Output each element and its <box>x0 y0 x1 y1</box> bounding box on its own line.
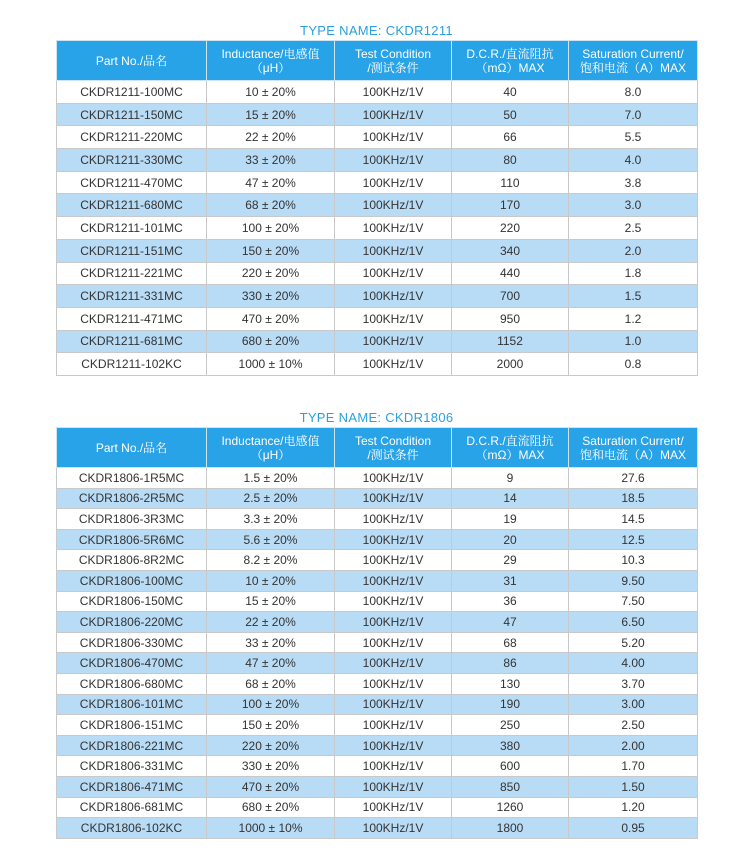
cell-part-no: CKDR1806-681MC <box>57 797 207 818</box>
cell-inductance: 680 ± 20% <box>207 797 335 818</box>
cell-saturation-current: 1.2 <box>569 307 698 330</box>
header-saturation-current: Saturation Current/ 饱和电流（A）MAX <box>569 428 698 468</box>
cell-part-no: CKDR1211-221MC <box>57 262 207 285</box>
cell-saturation-current: 1.50 <box>569 776 698 797</box>
cell-dcr: 190 <box>452 694 569 715</box>
cell-part-no: CKDR1211-220MC <box>57 126 207 149</box>
cell-test-condition: 100KHz/1V <box>335 126 452 149</box>
table-row <box>57 529 698 550</box>
cell-inductance: 10 ± 20% <box>207 81 335 104</box>
cell-inductance: 8.2 ± 20% <box>207 550 335 571</box>
cell-saturation-current: 8.0 <box>569 81 698 104</box>
table-row <box>57 509 698 530</box>
cell-saturation-current: 0.95 <box>569 818 698 839</box>
cell-test-condition: 100KHz/1V <box>335 103 452 126</box>
cell-saturation-current: 1.5 <box>569 285 698 308</box>
cell-test-condition: 100KHz/1V <box>335 570 452 591</box>
cell-inductance: 100 ± 20% <box>207 694 335 715</box>
cell-saturation-current: 27.6 <box>569 468 698 489</box>
cell-dcr: 40 <box>452 81 569 104</box>
cell-test-condition: 100KHz/1V <box>335 262 452 285</box>
cell-part-no: CKDR1806-1R5MC <box>57 468 207 489</box>
cell-dcr: 2000 <box>452 353 569 376</box>
cell-saturation-current: 3.0 <box>569 194 698 217</box>
cell-dcr: 20 <box>452 529 569 550</box>
cell-part-no: CKDR1806-470MC <box>57 653 207 674</box>
cell-test-condition: 100KHz/1V <box>335 735 452 756</box>
cell-test-condition: 100KHz/1V <box>335 149 452 172</box>
cell-inductance: 330 ± 20% <box>207 756 335 777</box>
cell-inductance: 47 ± 20% <box>207 171 335 194</box>
cell-part-no: CKDR1211-102KC <box>57 353 207 376</box>
table-row <box>57 632 698 653</box>
cell-inductance: 10 ± 20% <box>207 570 335 591</box>
cell-saturation-current: 3.8 <box>569 171 698 194</box>
cell-dcr: 850 <box>452 776 569 797</box>
cell-part-no: CKDR1806-101MC <box>57 694 207 715</box>
table-row <box>57 550 698 571</box>
cell-saturation-current: 6.50 <box>569 612 698 633</box>
cell-inductance: 470 ± 20% <box>207 776 335 797</box>
cell-inductance: 33 ± 20% <box>207 149 335 172</box>
table-row <box>57 217 698 240</box>
cell-inductance: 47 ± 20% <box>207 653 335 674</box>
cell-dcr: 86 <box>452 653 569 674</box>
cell-test-condition: 100KHz/1V <box>335 529 452 550</box>
header-part-no: Part No./品名 <box>57 41 207 81</box>
cell-part-no: CKDR1211-680MC <box>57 194 207 217</box>
cell-test-condition: 100KHz/1V <box>335 632 452 653</box>
header-saturation-current: Saturation Current/ 饱和电流（A）MAX <box>569 41 698 81</box>
cell-part-no: CKDR1806-680MC <box>57 673 207 694</box>
cell-inductance: 2.5 ± 20% <box>207 488 335 509</box>
cell-inductance: 150 ± 20% <box>207 715 335 736</box>
table-row <box>57 488 698 509</box>
cell-saturation-current: 0.8 <box>569 353 698 376</box>
table-row <box>57 149 698 172</box>
cell-saturation-current: 18.5 <box>569 488 698 509</box>
table-row <box>57 330 698 353</box>
table-row <box>57 171 698 194</box>
cell-dcr: 440 <box>452 262 569 285</box>
table-row <box>57 81 698 104</box>
section-title: TYPE NAME: CKDR1806 <box>299 410 454 425</box>
cell-dcr: 19 <box>452 509 569 530</box>
cell-dcr: 1800 <box>452 818 569 839</box>
table-header <box>57 41 698 81</box>
cell-inductance: 1000 ± 10% <box>207 353 335 376</box>
cell-dcr: 36 <box>452 591 569 612</box>
cell-part-no: CKDR1211-470MC <box>57 171 207 194</box>
cell-inductance: 68 ± 20% <box>207 673 335 694</box>
cell-dcr: 66 <box>452 126 569 149</box>
table-section-ckdr1806 <box>56 409 697 839</box>
cell-test-condition: 100KHz/1V <box>335 353 452 376</box>
cell-part-no: CKDR1806-221MC <box>57 735 207 756</box>
table-section-ckdr1211 <box>56 22 697 376</box>
cell-dcr: 250 <box>452 715 569 736</box>
cell-dcr: 14 <box>452 488 569 509</box>
table-body <box>57 468 698 839</box>
cell-part-no: CKDR1211-331MC <box>57 285 207 308</box>
cell-part-no: CKDR1806-471MC <box>57 776 207 797</box>
cell-part-no: CKDR1806-3R3MC <box>57 509 207 530</box>
cell-inductance: 22 ± 20% <box>207 126 335 149</box>
cell-saturation-current: 2.0 <box>569 239 698 262</box>
cell-part-no: CKDR1806-220MC <box>57 612 207 633</box>
cell-dcr: 700 <box>452 285 569 308</box>
cell-saturation-current: 1.0 <box>569 330 698 353</box>
header-test-condition: Test Condition /测试条件 <box>335 41 452 81</box>
table-row <box>57 353 698 376</box>
cell-part-no: CKDR1211-151MC <box>57 239 207 262</box>
cell-saturation-current: 2.50 <box>569 715 698 736</box>
cell-test-condition: 100KHz/1V <box>335 612 452 633</box>
cell-dcr: 220 <box>452 217 569 240</box>
table-header <box>57 428 698 468</box>
cell-inductance: 150 ± 20% <box>207 239 335 262</box>
table-row <box>57 735 698 756</box>
spec-table-ckdr1806 <box>56 427 698 839</box>
cell-dcr: 31 <box>452 570 569 591</box>
cell-dcr: 340 <box>452 239 569 262</box>
table-row <box>57 285 698 308</box>
table-row <box>57 673 698 694</box>
cell-dcr: 9 <box>452 468 569 489</box>
cell-inductance: 680 ± 20% <box>207 330 335 353</box>
cell-test-condition: 100KHz/1V <box>335 488 452 509</box>
cell-test-condition: 100KHz/1V <box>335 591 452 612</box>
cell-part-no: CKDR1806-151MC <box>57 715 207 736</box>
cell-part-no: CKDR1806-150MC <box>57 591 207 612</box>
cell-dcr: 170 <box>452 194 569 217</box>
cell-test-condition: 100KHz/1V <box>335 550 452 571</box>
cell-saturation-current: 7.0 <box>569 103 698 126</box>
cell-dcr: 1152 <box>452 330 569 353</box>
table-row <box>57 570 698 591</box>
cell-part-no: CKDR1806-2R5MC <box>57 488 207 509</box>
header-dcr: D.C.R./直流阻抗 （mΩ）MAX <box>452 41 569 81</box>
cell-test-condition: 100KHz/1V <box>335 673 452 694</box>
cell-dcr: 29 <box>452 550 569 571</box>
cell-saturation-current: 2.00 <box>569 735 698 756</box>
cell-inductance: 1000 ± 10% <box>207 818 335 839</box>
header-dcr: D.C.R./直流阻抗 （mΩ）MAX <box>452 428 569 468</box>
spec-table-ckdr1211 <box>56 40 698 376</box>
cell-dcr: 80 <box>452 149 569 172</box>
cell-part-no: CKDR1806-5R6MC <box>57 529 207 550</box>
table-row <box>57 239 698 262</box>
header-inductance: Inductance/电感值 （μH） <box>207 428 335 468</box>
header-inductance: Inductance/电感值 （μH） <box>207 41 335 81</box>
cell-test-condition: 100KHz/1V <box>335 194 452 217</box>
cell-part-no: CKDR1806-102KC <box>57 818 207 839</box>
cell-inductance: 220 ± 20% <box>207 735 335 756</box>
cell-saturation-current: 7.50 <box>569 591 698 612</box>
cell-dcr: 68 <box>452 632 569 653</box>
cell-test-condition: 100KHz/1V <box>335 653 452 674</box>
table-row <box>57 776 698 797</box>
cell-test-condition: 100KHz/1V <box>335 239 452 262</box>
cell-inductance: 3.3 ± 20% <box>207 509 335 530</box>
cell-part-no: CKDR1211-101MC <box>57 217 207 240</box>
table-row <box>57 653 698 674</box>
cell-saturation-current: 5.20 <box>569 632 698 653</box>
cell-saturation-current: 4.00 <box>569 653 698 674</box>
cell-dcr: 380 <box>452 735 569 756</box>
cell-inductance: 5.6 ± 20% <box>207 529 335 550</box>
cell-test-condition: 100KHz/1V <box>335 81 452 104</box>
header-test-condition: Test Condition /测试条件 <box>335 428 452 468</box>
cell-test-condition: 100KHz/1V <box>335 818 452 839</box>
cell-dcr: 600 <box>452 756 569 777</box>
cell-test-condition: 100KHz/1V <box>335 330 452 353</box>
cell-inductance: 33 ± 20% <box>207 632 335 653</box>
cell-dcr: 47 <box>452 612 569 633</box>
table-row <box>57 126 698 149</box>
cell-test-condition: 100KHz/1V <box>335 468 452 489</box>
cell-saturation-current: 3.70 <box>569 673 698 694</box>
cell-inductance: 68 ± 20% <box>207 194 335 217</box>
cell-test-condition: 100KHz/1V <box>335 171 452 194</box>
cell-inductance: 100 ± 20% <box>207 217 335 240</box>
cell-part-no: CKDR1806-100MC <box>57 570 207 591</box>
cell-test-condition: 100KHz/1V <box>335 509 452 530</box>
cell-saturation-current: 3.00 <box>569 694 698 715</box>
cell-saturation-current: 12.5 <box>569 529 698 550</box>
cell-inductance: 22 ± 20% <box>207 612 335 633</box>
cell-part-no: CKDR1211-150MC <box>57 103 207 126</box>
section-title: TYPE NAME: CKDR1211 <box>300 23 453 38</box>
cell-part-no: CKDR1211-471MC <box>57 307 207 330</box>
cell-test-condition: 100KHz/1V <box>335 285 452 308</box>
table-row <box>57 262 698 285</box>
cell-part-no: CKDR1806-8R2MC <box>57 550 207 571</box>
cell-test-condition: 100KHz/1V <box>335 776 452 797</box>
cell-saturation-current: 4.0 <box>569 149 698 172</box>
cell-saturation-current: 5.5 <box>569 126 698 149</box>
table-row <box>57 468 698 489</box>
cell-saturation-current: 2.5 <box>569 217 698 240</box>
cell-saturation-current: 1.20 <box>569 797 698 818</box>
cell-inductance: 220 ± 20% <box>207 262 335 285</box>
cell-part-no: CKDR1806-330MC <box>57 632 207 653</box>
cell-dcr: 110 <box>452 171 569 194</box>
cell-inductance: 15 ± 20% <box>207 591 335 612</box>
cell-dcr: 950 <box>452 307 569 330</box>
cell-inductance: 330 ± 20% <box>207 285 335 308</box>
table-row <box>57 612 698 633</box>
table-row <box>57 756 698 777</box>
table-row <box>57 194 698 217</box>
cell-test-condition: 100KHz/1V <box>335 307 452 330</box>
cell-test-condition: 100KHz/1V <box>335 756 452 777</box>
cell-part-no: CKDR1806-331MC <box>57 756 207 777</box>
table-row <box>57 591 698 612</box>
table-row <box>57 694 698 715</box>
cell-inductance: 1.5 ± 20% <box>207 468 335 489</box>
cell-saturation-current: 9.50 <box>569 570 698 591</box>
table-row <box>57 715 698 736</box>
cell-dcr: 50 <box>452 103 569 126</box>
cell-dcr: 1260 <box>452 797 569 818</box>
cell-inductance: 15 ± 20% <box>207 103 335 126</box>
cell-test-condition: 100KHz/1V <box>335 715 452 736</box>
cell-test-condition: 100KHz/1V <box>335 797 452 818</box>
table-row <box>57 103 698 126</box>
cell-test-condition: 100KHz/1V <box>335 217 452 240</box>
table-row <box>57 797 698 818</box>
table-body <box>57 81 698 376</box>
cell-saturation-current: 10.3 <box>569 550 698 571</box>
cell-dcr: 130 <box>452 673 569 694</box>
table-row <box>57 818 698 839</box>
cell-part-no: CKDR1211-100MC <box>57 81 207 104</box>
cell-saturation-current: 1.8 <box>569 262 698 285</box>
table-row <box>57 307 698 330</box>
cell-inductance: 470 ± 20% <box>207 307 335 330</box>
cell-test-condition: 100KHz/1V <box>335 694 452 715</box>
cell-part-no: CKDR1211-330MC <box>57 149 207 172</box>
cell-part-no: CKDR1211-681MC <box>57 330 207 353</box>
cell-saturation-current: 1.70 <box>569 756 698 777</box>
cell-saturation-current: 14.5 <box>569 509 698 530</box>
header-part-no: Part No./品名 <box>57 428 207 468</box>
